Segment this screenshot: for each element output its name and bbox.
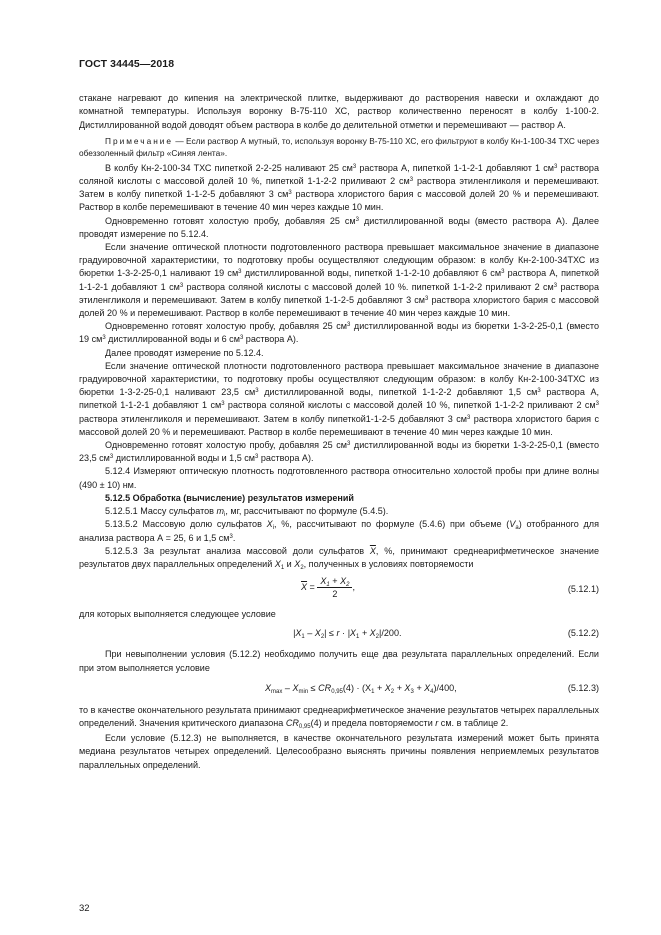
formula-5-12-3: $X_{max} - X_{min} \le CR_{0,95}(4) \cdot (X_1 + X_2 + X_3 + X_4)/400$, (5.12.3) (265, 682, 599, 695)
paragraph: Одновременно готовят холостую пробу, добавляя 25 $см^3$ дистиллированной воды из бюретки 1-3-2-25-0,1 (вместо 19 $см^3$ дистиллированной воды и 6 $см^3$ раствора А). (79, 321, 599, 345)
paragraph: то в качестве окончательного результата принимают среднеарифметическое значение результатов четырех параллельных определений. Значения критического диапазона $CR_{0,95}(4)$ и предела повторяемости r см. в таблице 2. (79, 704, 599, 730)
paragraph: 5.12.5.1 Массу сульфатов $m_i$, мг, рассчитывают по формуле (5.4.5). (105, 506, 389, 519)
note: Примечание — Если раствор А мутный, то, используя воронку В-75-110 ХС, его фильтруют в колбу Кн-1-100-34 ТХС через обеззоленный фильтр «Синяя лента». (79, 135, 599, 158)
note-head: Примечание (105, 135, 174, 146)
paragraph: для которых выполняется следующее условие (79, 609, 276, 620)
paragraph: стакане нагревают до кипения на электрической плитке, выдерживают до растворения навески и охлаждают до комнатной температуры. Используя воронку В-75-110 ХС, раствор количественно переносят в колбу 1-100-2. Дистиллированной водой доводят объем раствора в колбе до делительной отметки и перемешивают — раствор А. (79, 93, 599, 130)
paragraph: 5.12.5.3 За результат анализа массовой доли сульфатов $\overline{X}$, %, принимают среднеарифметическое значение результатов двух параллельных определений $X_1$ и $X_2$, полученных в условиях повторяемости (79, 545, 599, 571)
paragraph: Если значение оптической плотности подготовленного раствора превышает максимальное значение в диапазоне градуировочной характеристики, то подготовку пробы осуществляют следующим образом: в колбу Кн-2-100-34ТХС из бюретки 1-3-2-25-0,1 наливают 19 $см^3$ дистиллированной воды, пипеткой 1-1-2-10 добавляют 6 $см^3$ раствора А, пипеткой 1-1-2-1 добавляют 1 $см^3$ раствора соляной кислоты с массовой долей 10 %. пипеткой 1-1-2-2 приливают 2 $см^3$ раствора этиленгликоля и перемешивают. Затем в колбу пипеткой 1-1-2-5 добавляют 3 $см^3$ раствора хлористого бария с массовой долей 20 % и перемешивают. Раствор в колбе перемешивают в течение 40 мин через каждые 10 мин. (79, 242, 599, 319)
section-heading: 5.12.5 Обработка (вычисление) результатов измерений (105, 492, 354, 503)
document-header: ГОСТ 34445—2018 (79, 58, 175, 70)
paragraph: Одновременно готовят холостую пробу, добавляя 25 $см^3$ дистиллированной воды из бюретки 1-3-2-25-0,1 (вместо 23,5 $см^3$ дистиллированной воды и 1,5 $см^3$ раствора А). (79, 440, 599, 464)
document-page (79, 58, 599, 772)
formula-5-12-2: $|X_1 - X_2| \le r \cdot |X_1 + X_2|/200$. (5.12.2) (293, 628, 599, 641)
paragraph: Если условие (5.12.3) не выполняется, в качестве окончательного результата измерений может быть принята медиана результатов четырех определений. Целесообразно выяснять причины появления неприемлемых результатов параллельных определений. (79, 733, 599, 770)
paragraph: Одновременно готовят холостую пробу, добавляя 25 $см^3$ дистиллированной воды (вместо раствора А). Далее проводят измерение по 5.12.4. (79, 215, 599, 239)
paragraph: В колбу Кн-2-100-34 ТХС пипеткой 2-2-25 наливают 25 $см^3$ раствора А, пипеткой 1-1-2-1 добавляют 1 $см^3$ раствора соляной кислоты с массовой долей 10 %, пипеткой 1-1-2-2 приливают 2 $см^3$ раствора этиленгликоля и перемешивают. Затем в колбу пипеткой 1-1-2-5 добавляют 3 $см^3$ раствора хлористого бария с массовой долей 20 % и перемешивают. Раствор в колбе перемешивают в течение 40 мин через каждые 10 мин. (79, 162, 599, 213)
paragraph: При невыполнении условия (5.12.2) необходимо получить еще два результата параллельных определений. Если при этом выполняется условие (79, 649, 599, 673)
paragraph: 5.13.5.2 Массовую долю сульфатов $X_i$, %, рассчитывают по формуле (5.4.6) при объеме $(V_a)$ отобранного для анализа раствора А = 25, 6 и 1,5 $см^3$. (79, 519, 599, 543)
paragraph: 5.12.4 Измеряют оптическую плотность подготовленного раствора относительно холостой пробы при длине волны (490 ± 10) нм. (79, 466, 599, 490)
paragraph: Далее проводят измерение по 5.12.4. (105, 347, 264, 358)
paragraph: Если значение оптической плотности подготовленного раствора превышает максимальное значение в диапазоне градуировочной характеристики, то подготовку пробы осуществляют следующим образом: в колбу Кн-2-100-34ТХС из бюретки 1-3-2-25-0,1 наливают 23,5 $см^3$ дистиллированной воды, пипеткой 1-1-2-2 добавляют 1,5 $см^3$ раствора А, пипеткой 1-1-2-1 добавляют 1 $см^3$ раствора соляной кислоты с массовой долей 10 %, пипеткой 1-1-2-2 приливают 2 $см^3$ раствора этиленгликоля и перемешивают. Затем в колбу пипеткой1-1-2-5 добавляют 3 $см^3$ раствора хлористого бария с массовой долей 20 % и перемешивают. Раствор в колбе перемешивают в течение 40 мин через каждые 10 мин. (79, 360, 599, 437)
formula-5-12-1: $\overline{X}$ = $\frac{X_1 + X_2}{2}$ , (5.12.1) (301, 576, 599, 600)
page-number: 32 (79, 903, 90, 914)
